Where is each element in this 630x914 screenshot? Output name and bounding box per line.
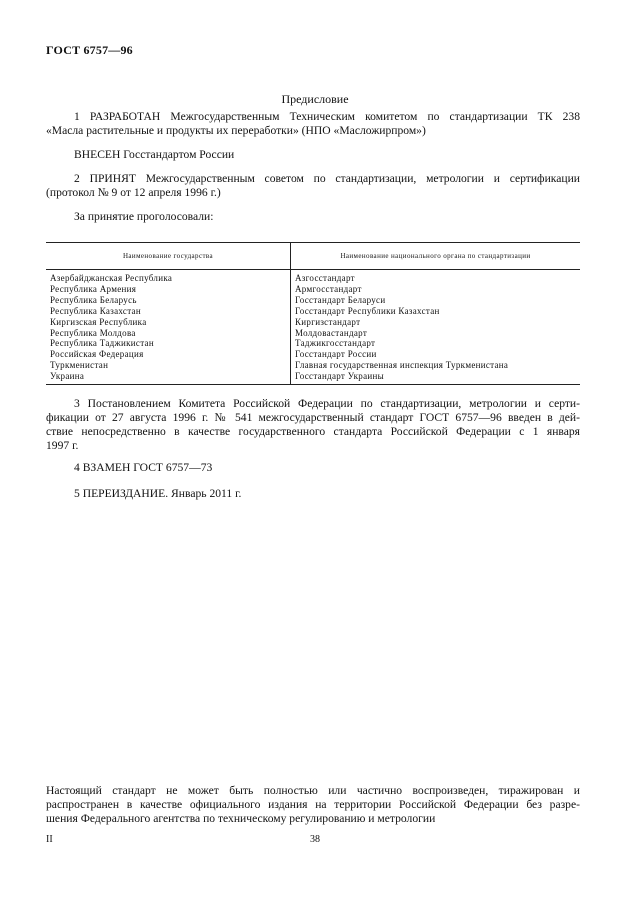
- state-name: Республика Молдова: [50, 327, 136, 338]
- paragraph-line: 3 Постановлением Комитета Российской Федерации по стандартизации, метрологии и серти-: [74, 397, 580, 410]
- notice-line: распространен в качестве официального издания на территории Российской Федерации без разре-: [46, 798, 580, 811]
- copyright-notice: [46, 784, 580, 826]
- paragraph-line: (протокол № 9 от 12 апреля 1996 г.): [46, 186, 221, 199]
- paragraph-adopted: [46, 172, 580, 200]
- state-name: Киргизская Республика: [50, 316, 147, 327]
- paragraph-enacted: [46, 397, 580, 453]
- standards-body-name: Главная государственная инспекция Туркменистана: [295, 360, 509, 371]
- paragraph-line: «Масла растительные и продукты их переработки» (НПО «Масложирпром»): [46, 124, 426, 137]
- column-header-body: Наименование национального органа по стандартизации: [291, 243, 581, 270]
- notice-line: Настоящий стандарт не может быть полностью или частично воспроизведен, тиражирован и: [46, 784, 580, 797]
- standards-body-name: Госстандарт Беларуси: [295, 294, 386, 305]
- standards-body-name: Армгосстандарт: [295, 283, 362, 294]
- paragraph-line: 2 ПРИНЯТ Межгосударственным советом по стандартизации, метрологии и сертификации: [74, 172, 580, 185]
- paragraph-reissue: [46, 487, 580, 501]
- state-name: Российская Федерация: [50, 349, 144, 360]
- paragraph-line: 4 ВЗАМЕН ГОСТ 6757—73: [74, 461, 213, 474]
- body-column: [291, 270, 581, 385]
- state-name: Республика Казахстан: [50, 305, 141, 316]
- paragraph-line: ствие непосредственно в качестве государственного стандарта Российской Федерации с 1 января: [46, 425, 580, 438]
- standards-body-name: Госстандарт Украины: [295, 371, 384, 382]
- page-roman-numeral: II: [46, 834, 53, 845]
- paragraph-line: 1 РАЗРАБОТАН Межгосударственным Техническим комитетом по стандартизации ТК 238: [74, 110, 580, 123]
- state-column: [46, 270, 291, 385]
- paragraph-introduced: [46, 148, 580, 162]
- state-name: Республика Таджикистан: [50, 338, 154, 349]
- state-name: Украина: [50, 371, 85, 382]
- votes-intro: [46, 210, 580, 224]
- standards-body-name: Госстандарт России: [295, 349, 377, 360]
- paragraph-replaces: [46, 461, 580, 475]
- standards-body-name: Госстандарт Республики Казахстан: [295, 305, 440, 316]
- paragraph-line: ВНЕСЕН Госстандартом России: [74, 148, 235, 161]
- standards-body-name: Таджикгосстандарт: [295, 338, 376, 349]
- notice-line: шения Федерального агентства по техническому регулированию и метрологии: [46, 812, 436, 825]
- page-title: Предисловие: [281, 92, 349, 106]
- state-name: Республика Армения: [50, 283, 137, 294]
- column-header-state: Наименование государства: [46, 243, 291, 270]
- standards-body-name: Молдовастандарт: [295, 327, 368, 338]
- standards-body-name: Азгосстандарт: [295, 273, 355, 283]
- standards-body-name: Киргизстандарт: [295, 316, 361, 327]
- state-name: Туркменистан: [50, 360, 109, 371]
- page-number: 38: [310, 834, 320, 845]
- paragraph-line: За принятие проголосовали:: [74, 210, 214, 223]
- table-header-row: [46, 243, 580, 270]
- state-name: Азербайджанская Республика: [50, 273, 173, 283]
- standard-code: ГОСТ 6757—96: [46, 43, 133, 57]
- paragraph-developed: [46, 110, 580, 138]
- votes-table: [46, 242, 580, 385]
- state-name: Республика Беларусь: [50, 294, 137, 305]
- table-row: [46, 270, 580, 385]
- paragraph-line: фикации от 27 августа 1996 г. № 541 межгосударственный стандарт ГОСТ 6757—96 введен в дей-: [46, 411, 580, 424]
- paragraph-line: 1997 г.: [46, 439, 79, 452]
- paragraph-line: 5 ПЕРЕИЗДАНИЕ. Январь 2011 г.: [74, 487, 242, 500]
